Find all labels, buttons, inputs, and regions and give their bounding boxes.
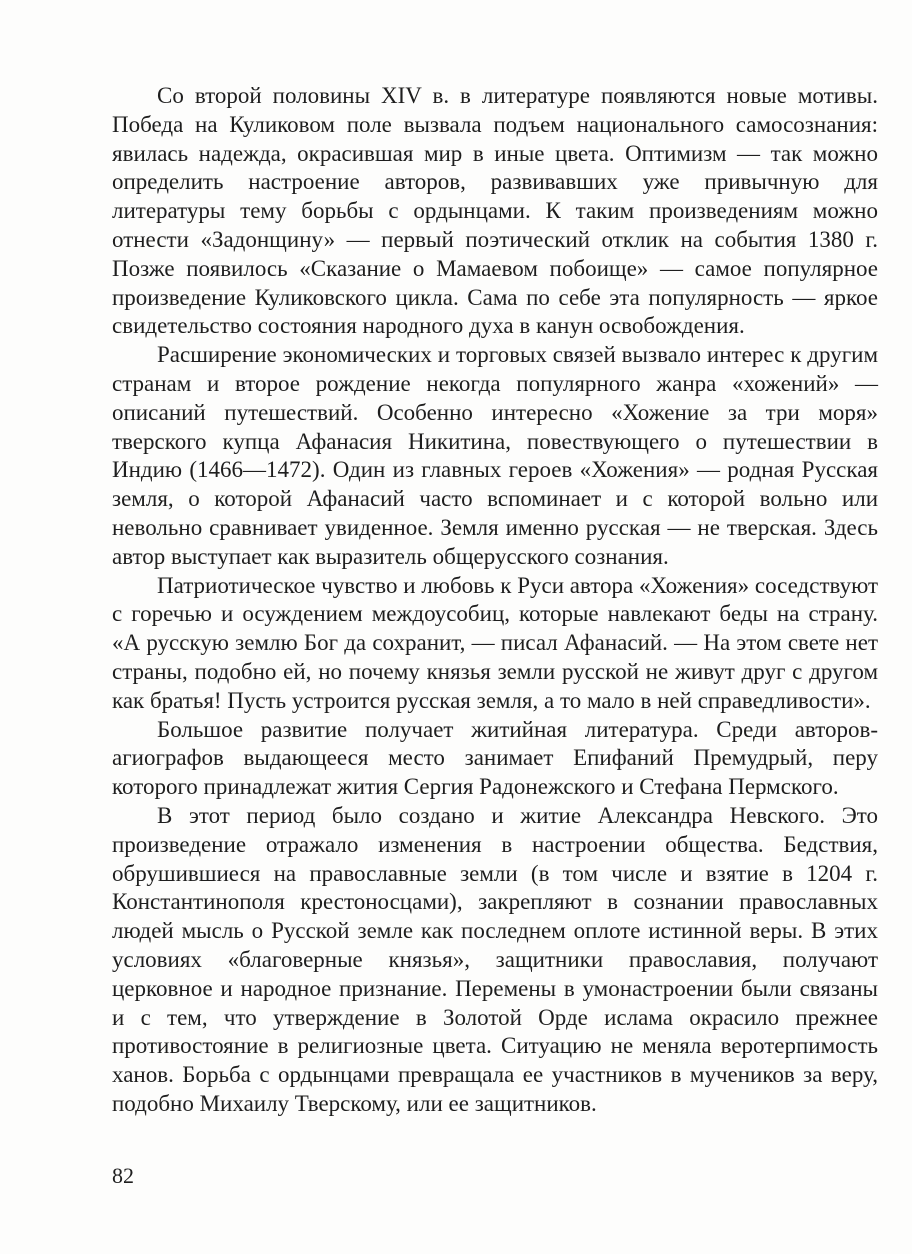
page-number: 82 bbox=[112, 1163, 134, 1188]
paragraph-4: Большое развитие получает житийная литература. Среди авторов-агиографов выдающееся место занимает Епифаний Премудрый, перу которого принадлежат жития Сергия Радонежского и Стефана Пермского. bbox=[112, 716, 878, 800]
paragraph-5: В этот период было создано и житие Александра Невского. Это произведение отражало изменения в настроении общества. Бедствия, обрушившиеся на православные земли (в том числе и взятие в 1204 г. Константинополя крестоносцами), закрепляют в сознании православных людей мысль о Русской земле как последнем оплоте истинной веры. В этих условиях «благоверные князья», защитники православия, получают церковное и народное признание. Перемены в умонастроении были связаны и с тем, что утверждение в Золотой Орде ислама окрасило прежнее противостояние в религиозные цвета. Ситуацию не меняла веротерпимость ханов. Борьба с ордынцами превращала ее участников в мучеников за веру, подобно Михаилу Тверскому, или ее защитников. bbox=[112, 802, 878, 1116]
paragraph-1: Со второй половины XIV в. в литературе появляются новые мотивы. Победа на Куликовом поле вызвала подъем национального самосознания: явилась надежда, окрасившая мир в иные цвета. Оптимизм — так можно определить настроение авторов, развивавших уже привычную для литературы тему борьбы с ордынцами. К таким произведениям можно отнести «Задонщину» — первый поэтический отклик на события 1380 г. Позже появилось «Сказание о Мамаевом побоище» — самое популярное произведение Куликовского цикла. Сама по себе эта популярность — яркое свидетельство состояния народного духа в канун освобождения. bbox=[112, 83, 878, 339]
paragraph-3: Патриотическое чувство и любовь к Руси автора «Хожения» соседствуют с горечью и осуждением междоусобиц, которые навлекают беды на страну. «А русскую землю Бог да сохранит, — писал Афанасий. — На этом свете нет страны, подобно ей, но почему князья земли русской не живут друг с другом как братья! Пусть устроится русская земля, а то мало в ней справедливости». bbox=[112, 572, 878, 713]
body-text bbox=[112, 82, 878, 1119]
paragraph-2: Расширение экономических и торговых связей вызвало интерес к другим странам и второе рождение некогда популярного жанра «хожений» — описаний путешествий. Особенно интересно «Хожение за три моря» тверского купца Афанасия Никитина, повествующего о путешествии в Индию (1466—1472). Один из главных героев «Хожения» — родная Русская земля, о которой Афанасий часто вспоминает и с которой вольно или невольно сравнивает увиденное. Земля именно русская — не тверская. Здесь автор выступает как выразитель общерусского сознания. bbox=[112, 342, 878, 569]
